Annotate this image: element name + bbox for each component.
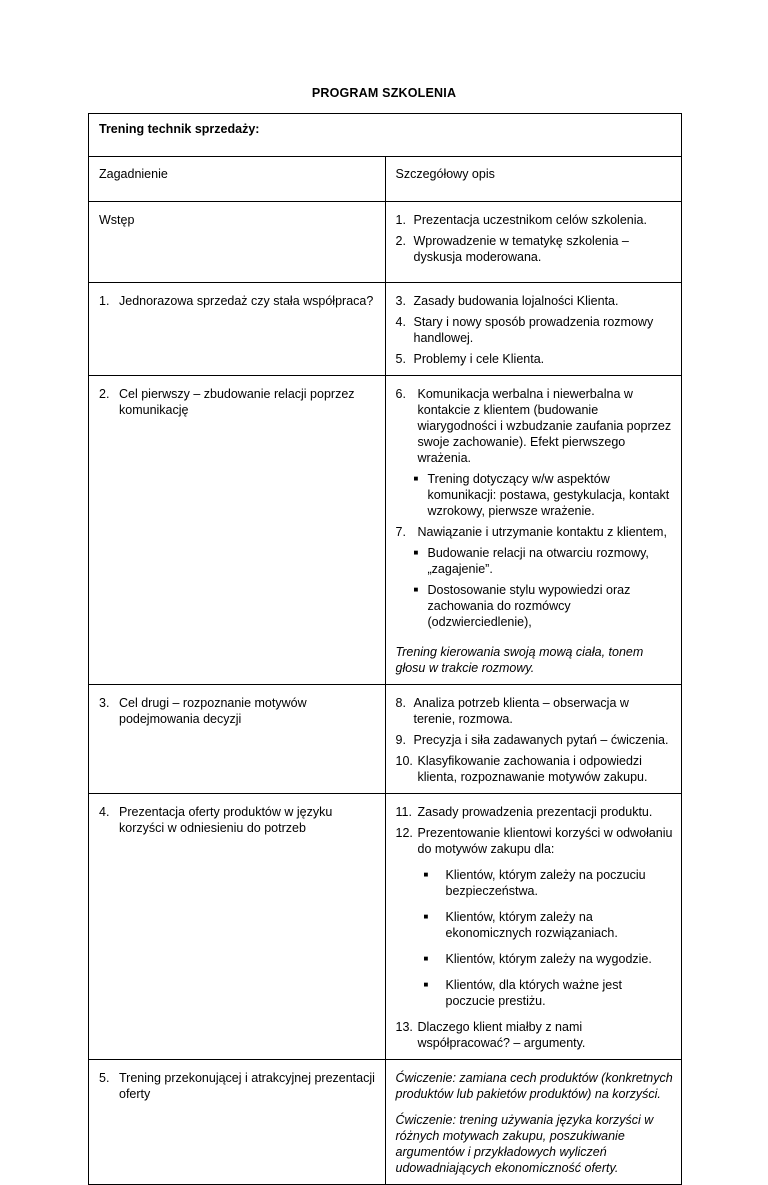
column-header-description: Szczegółowy opis: [385, 157, 682, 202]
list-item: 7. Nawiązanie i utrzymanie kontaktu z klientem,: [395, 525, 667, 539]
bullet-item: ■ Klientów, którym zależy na poczuciu bezpieczeństwa.: [423, 868, 646, 898]
table-row: [89, 685, 682, 794]
table-row: [89, 794, 682, 1060]
list-item: 5. Problemy i cele Klienta.: [395, 352, 545, 366]
topic-cell: 4. Prezentacja oferty produktów w języku korzyści w odniesieniu do potrzeb: [89, 794, 386, 1060]
table-row: [89, 283, 682, 376]
topic-text: Cel pierwszy – zbudowanie relacji poprzez komunikację: [119, 387, 355, 417]
list-item: 12. Prezentowanie klientowi korzyści w odwołaniu do motywów zakupu dla:: [395, 826, 673, 856]
description-cell: [385, 1060, 682, 1185]
bullet-item: ■ Klientów, którym zależy na ekonomicznych rozwiązaniach.: [423, 910, 618, 940]
description-cell: [385, 794, 682, 1060]
list-item: 2. Wprowadzenie w tematykę szkolenia – dyskusja moderowana.: [395, 234, 629, 264]
description-cell: [385, 202, 682, 283]
bullet-item: ■ Trening dotyczący w/w aspektów komunikacji: postawa, gestykulacja, kontakt wzrokowy, pierwsze wrażenie.: [413, 472, 670, 518]
column-header-topic: Zagadnienie: [89, 157, 386, 202]
bullet-item: ■ Dostosowanie stylu wypowiedzi oraz zachowania do rozmówcy (odzwierciedlenie),: [413, 583, 631, 629]
exercise-note: Ćwiczenie: zamiana cech produktów (konkretnych produktów lub pakietów produktów) na korzyści.: [395, 1071, 673, 1101]
topic-text: Cel drugi – rozpoznanie motywów podejmowania decyzji: [119, 696, 307, 726]
list-item: 11. Zasady prowadzenia prezentacji produktu.: [395, 805, 653, 819]
training-program-table: [88, 113, 682, 1185]
list-item: 3. Zasady budowania lojalności Klienta.: [395, 294, 619, 308]
topic-cell: [89, 202, 386, 283]
list-item: 6. Komunikacja werbalna i niewerbalna w kontakcie z klientem (budowanie wiarygodności i wzbudzanie zaufania poprzez swoje zachowanie). Efekt pierwszego wrażenia.: [395, 387, 672, 465]
topic-cell: 5. Trening przekonującej i atrakcyjnej prezentacji oferty: [89, 1060, 386, 1185]
page-title: PROGRAM SZKOLENIA: [311, 86, 457, 100]
list-item: 9. Precyzja i siła zadawanych pytań – ćwiczenia.: [395, 733, 669, 747]
list-item: 4. Stary i nowy sposób prowadzenia rozmowy handlowej.: [395, 315, 654, 345]
topic-cell: 2. Cel pierwszy – zbudowanie relacji poprzez komunikację: [89, 376, 386, 685]
bullet-item: ■ Budowanie relacji na otwarciu rozmowy, „zagajenie”.: [413, 546, 649, 576]
topic-cell: 1. Jednorazowa sprzedaż czy stała współpraca?: [89, 283, 386, 376]
list-item: 8. Analiza potrzeb klienta – obserwacja w terenie, rozmowa.: [395, 696, 629, 726]
section-title: Trening technik sprzedaży:: [89, 114, 682, 157]
topic-text: Trening przekonującej i atrakcyjnej prezentacji oferty: [119, 1071, 375, 1101]
exercise-note: Trening kierowania swoją mową ciała, tonem głosu w trakcie rozmowy.: [395, 645, 644, 675]
list-item: 10. Klasyfikowanie zachowania i odpowiedzi klienta, rozpoznawanie motywów zakupu.: [395, 754, 648, 784]
exercise-note: Ćwiczenie: trening używania języka korzyści w różnych motywach zakupu, poszukiwanie argumentów i przykładowych wyliczeń udowadniających ekonomiczność oferty.: [395, 1113, 654, 1175]
table-row: [89, 1060, 682, 1185]
table-row: [89, 202, 682, 283]
list-item: 13. Dlaczego klient miałby z nami współpracować? – argumenty.: [395, 1020, 586, 1050]
bullet-item: ■ Klientów, dla których ważne jest poczucie prestiżu.: [423, 978, 622, 1008]
topic-text: Wstęp: [99, 213, 135, 227]
list-item: 1. Prezentacja uczestnikom celów szkolenia.: [395, 213, 647, 227]
bullet-item: ■ Klientów, którym zależy na wygodzie.: [423, 952, 652, 966]
topic-text: Prezentacja oferty produktów w języku korzyści w odniesieniu do potrzeb: [119, 805, 333, 835]
topic-cell: 3. Cel drugi – rozpoznanie motywów podejmowania decyzji: [89, 685, 386, 794]
description-cell: [385, 283, 682, 376]
topic-text: Jednorazowa sprzedaż czy stała współpraca?: [119, 294, 374, 308]
description-cell: [385, 685, 682, 794]
description-cell: [385, 376, 682, 685]
table-row: [89, 376, 682, 685]
